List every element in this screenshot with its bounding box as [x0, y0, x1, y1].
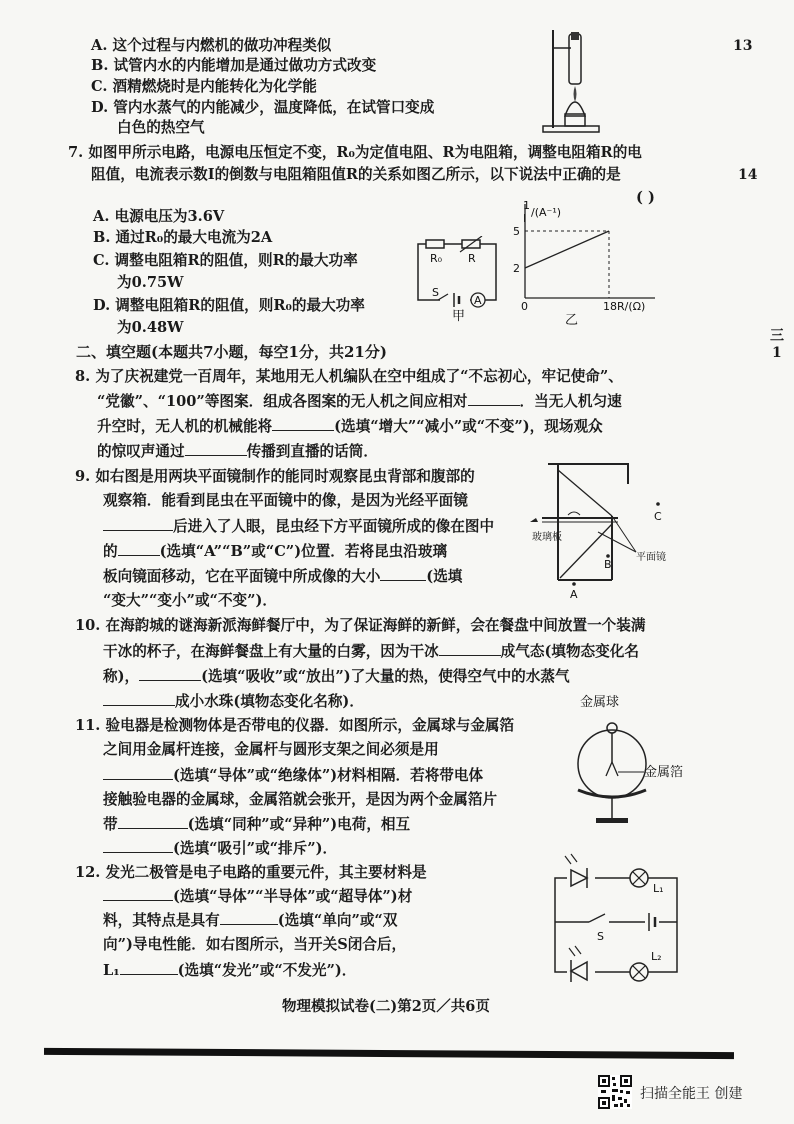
q11-line2: 之间用金属杆连接，金属杆与圆形支架之间必须是用 [103, 741, 439, 758]
q7-option-d: D. 调整电阻箱R的阻值，则R₀的最大功率 [93, 297, 365, 314]
section-2-header: 二、填空题(本题共7小题，每空1分，共21分) [76, 343, 387, 361]
r0-label: R₀ [430, 252, 443, 265]
q7-stem-line1: 7. 如图甲所示电路，电源电压恒定不变，R₀为定值电阻、R为电阻箱，调整电阻箱R的电 [68, 144, 642, 161]
q11-electroscope-figure [560, 692, 700, 832]
figure-jia-caption: 甲 [452, 309, 466, 324]
q7-option-a: A. 电源电压为3.6V [93, 208, 225, 225]
q10-line4-text: 成小水珠(填物态变化名称)． [175, 693, 364, 710]
scan-edge-bar [44, 1048, 734, 1059]
q8-line4 [97, 441, 378, 462]
q9-line3-text: 后进入了人眼，昆虫经下方平面镜所成的像在图中 [173, 518, 495, 535]
q12-blank-3[interactable] [120, 960, 178, 975]
q9-line5 [103, 566, 462, 587]
metal-ball-label: 金属球 [580, 695, 620, 710]
q8-line3-text: 升空时，无人机的机械能将 [97, 418, 273, 435]
q8-blank-3[interactable] [185, 441, 247, 456]
q10-blank-2[interactable] [139, 666, 201, 681]
q8-line1: 8. 为了庆祝建党一百周年，某地用无人机编队在空中组成了“不忘初心，牢记使命”、 [75, 368, 623, 385]
lamp-l1-label: L₁ [653, 882, 664, 895]
q6-option-d: D. 管内水蒸气的内能减少，温度降低，在试管口变成 [91, 99, 435, 116]
q12-led-circuit-figure [545, 848, 685, 988]
q8-blank-2[interactable] [272, 416, 334, 431]
point-c-label: C [654, 510, 662, 523]
q10-line3-head: 称)， [103, 668, 140, 685]
q11-line3-text: (选填“导体”或“绝缘体”)材料相隔．若将带电体 [173, 767, 484, 784]
q7-option-b: B. 通过R₀的最大电流为2A [93, 229, 273, 246]
scanner-watermark: 扫描全能王 创建 [640, 1086, 743, 1102]
q8-line3 [97, 416, 603, 437]
q11-line1: 11. 验电器是检测物体是否带电的仪器．如图所示，金属球与金属箔 [75, 717, 515, 734]
y-axis-unit: /(A⁻¹) [531, 206, 562, 219]
q11-line4: 接触验电器的金属球，金属箔就会张开，是因为两个金属箔片 [103, 791, 498, 808]
q9-line5-text: 板向镜面移动，它在平面镜中所成像的大小 [103, 568, 381, 585]
q10-line2-tail: 成气态(填物态变化名 [500, 643, 639, 660]
q12-line2 [103, 886, 412, 907]
x-tick-18: 18 [603, 300, 617, 313]
q9-line5-tail: (选填 [426, 568, 463, 585]
q7-option-d-cont: 为0.48W [117, 319, 184, 336]
q9-line4-text: (选填“A”“B”或“C”)位置．若将昆虫沿玻璃 [159, 543, 448, 560]
q7-answer-paren: ( ) [636, 189, 655, 206]
q11-blank-1[interactable] [103, 765, 173, 780]
q10-line3-text: (选填“吸收”或“放出”)了大量的热，使得空气中的水蒸气 [201, 668, 570, 685]
q9-line1: 9. 如右图是用两块平面镜制作的能同时观察昆虫背部和腹部的 [75, 468, 475, 485]
q10-line2 [103, 641, 639, 662]
lamp-l2-label: L₂ [651, 950, 662, 963]
q8-line2-text: “党徽”、“100”等图案．组成各图案的无人机之间应相对 [97, 393, 468, 410]
q10-line4 [103, 691, 364, 712]
y-tick-2: 2 [513, 262, 520, 275]
q12-line4: 向”)导电性能．如右图所示，当开关S闭合后， [103, 936, 407, 953]
q11-line6-text: (选填“吸引”或“排斥”)． [173, 840, 338, 857]
q10-blank-3[interactable] [103, 691, 175, 706]
q7-circuit-figure-jia [410, 236, 510, 324]
q6-option-b: B. 试管内水的内能增加是通过做功方式改变 [91, 57, 377, 74]
q10-blank-1[interactable] [439, 641, 501, 656]
q12-line5-text: (选填“发光”或“不发光”)． [177, 962, 357, 979]
q12-blank-2[interactable] [220, 910, 278, 925]
q11-blank-2[interactable] [118, 814, 188, 829]
q12-line5 [103, 960, 356, 981]
test-tube-heating-figure [535, 28, 615, 138]
q9-blank-1[interactable] [103, 516, 173, 531]
q6-option-c: C. 酒精燃烧时是内能转化为化学能 [91, 78, 317, 95]
switch-s-label: S [597, 930, 604, 943]
point-b-label: B [604, 558, 612, 571]
q9-line6: “变大”“变小”或“不变”)． [103, 592, 278, 609]
q9-blank-3[interactable] [380, 566, 426, 581]
margin-mark-1: 1 [772, 345, 782, 361]
q7-stem-line2: 阻值，电流表示数I的倒数与电阻箱阻值R的关系如图乙所示，以下说法中正确的是 [91, 166, 621, 183]
q7-option-c: C. 调整电阻箱R的阻值，则R的最大功率 [93, 252, 358, 269]
q12-line1: 12. 发光二极管是电子电路的重要元件，其主要材料是 [75, 864, 427, 881]
q7-graph-figure-yi [505, 198, 665, 328]
point-a-label: A [570, 588, 578, 601]
q11-line6 [103, 838, 337, 859]
q11-line5-text: (选填“同种”或“异种”)电荷，相互 [187, 816, 411, 833]
q8-blank-1[interactable] [468, 391, 520, 406]
q9-line3 [103, 516, 494, 537]
q8-line4-text: 的惊叹声通过 [97, 443, 185, 460]
q9-line2: 观察箱．能看到昆虫在平面镜中的像，是因为光经平面镜 [103, 492, 468, 509]
r-label: R [468, 252, 476, 265]
figure-yi-caption: 乙 [565, 313, 579, 328]
q6-option-a: A. 这个过程与内燃机的做功冲程类似 [91, 37, 332, 54]
margin-number-14: 14 [738, 167, 758, 183]
margin-mark-3: 三 [770, 328, 784, 344]
q8-line2 [97, 391, 622, 412]
q12-line3 [103, 910, 397, 931]
q12-line3-tail: (选填“单向”或“双 [277, 912, 398, 929]
ammeter-label: A [474, 294, 482, 307]
qr-code-icon [598, 1075, 632, 1109]
q12-blank-1[interactable] [103, 886, 173, 901]
margin-number-13: 13 [733, 38, 753, 54]
y-axis-top: 1 [523, 199, 530, 212]
q11-line3 [103, 765, 483, 786]
q9-line4-head: 的 [103, 543, 118, 560]
q9-line4 [103, 541, 447, 562]
q7-option-c-cont: 为0.75W [117, 274, 184, 291]
q11-line5 [103, 814, 410, 835]
q12-line2-text: (选填“导体”“半导体”或“超导体”)材 [173, 888, 413, 905]
q10-line1: 10. 在海韵城的谜海新派海鲜餐厅中，为了保证海鲜的新鲜，会在餐盘中间放置一个装满 [75, 617, 646, 634]
q6-option-d-cont: 白色的热空气 [117, 119, 205, 136]
y-tick-5: 5 [513, 225, 520, 238]
q8-line2-tail: ．当无人机匀速 [519, 393, 622, 410]
glass-plate-label: 玻璃板 [532, 532, 562, 543]
q12-line5-head: L₁ [103, 962, 120, 979]
plane-mirror-label: 平面镜 [636, 552, 666, 563]
q8-line4-tail: 传播到直播的话筒． [246, 443, 378, 460]
x-tick-0: 0 [521, 300, 528, 313]
q10-line2-text: 干冰的杯子，在海鲜餐盘上有大量的白雾，因为干冰 [103, 643, 439, 660]
q9-blank-2[interactable] [118, 541, 160, 556]
q11-line5-head: 带 [103, 816, 118, 833]
x-axis-label: R/(Ω) [617, 300, 646, 313]
y-axis-bottom: I [523, 212, 527, 225]
metal-foil-label: 金属箔 [644, 765, 684, 780]
page-footer: 物理模拟试卷(二)第2页／共6页 [282, 998, 490, 1015]
q9-observation-box-figure [528, 460, 678, 610]
switch-s-label: S [432, 286, 439, 299]
q12-line3-text: 料，其特点是具有 [103, 912, 220, 929]
q11-blank-3[interactable] [103, 838, 173, 853]
q10-line3 [103, 666, 570, 687]
q8-line3-tail: (选填“增大”“减小”或“不变”)，现场观众 [334, 418, 603, 435]
